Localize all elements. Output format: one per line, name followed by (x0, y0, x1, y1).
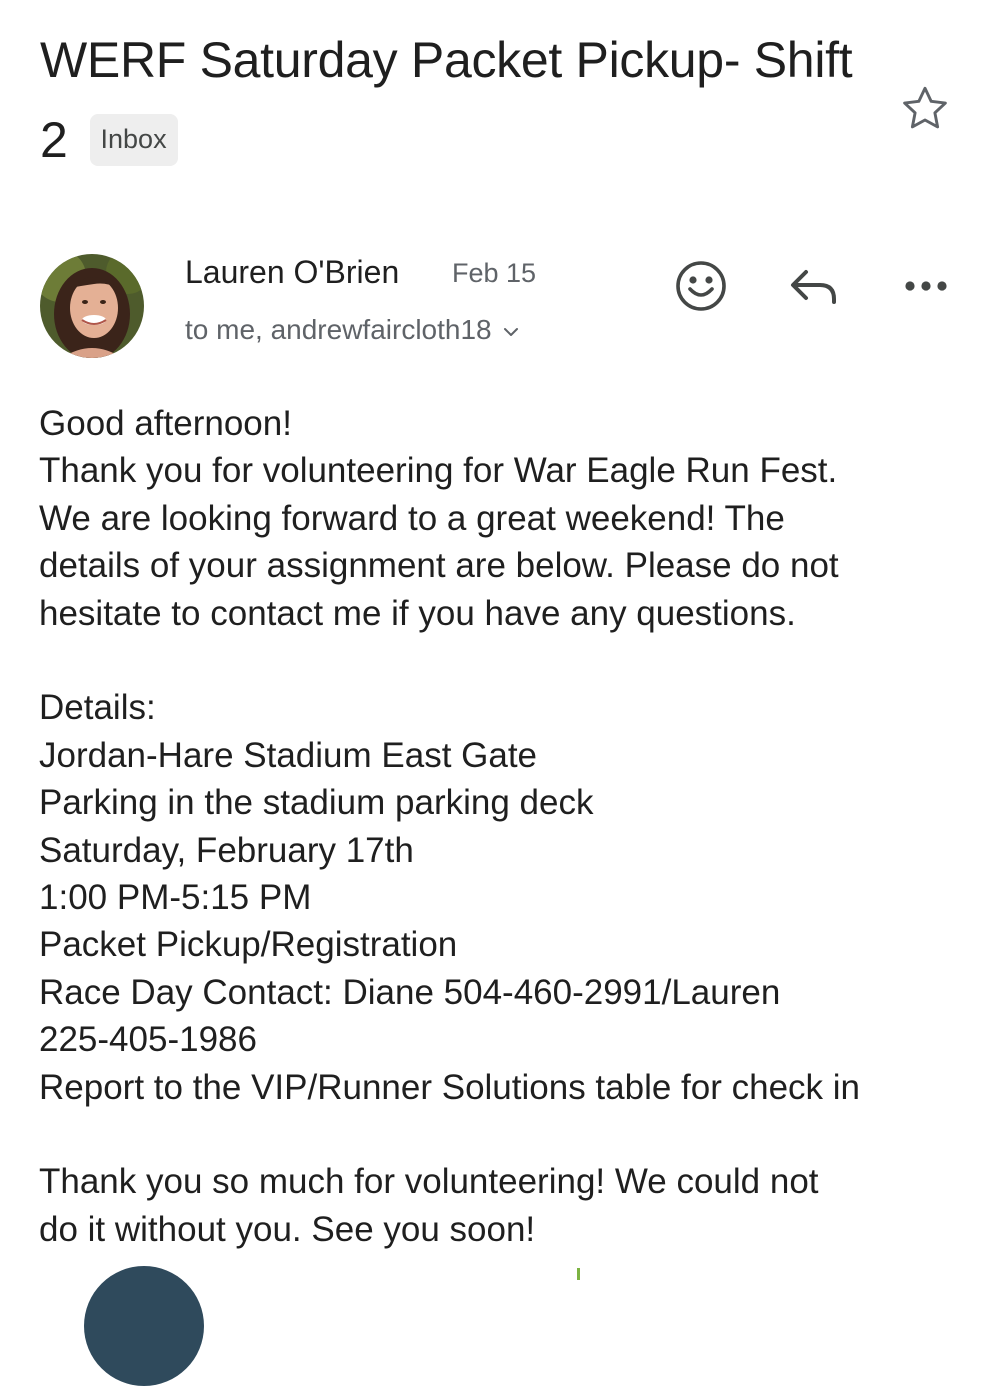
closing-line: Thank you so much for volunteering! We could not (39, 1162, 819, 1202)
details-line: Saturday, February 17th (39, 830, 414, 870)
recipients-toggle[interactable] (185, 312, 520, 348)
signature-divider-partial (577, 1268, 580, 1280)
details-line: Jordan-Hare Stadium East Gate (39, 735, 538, 775)
sent-date: Feb 15 (452, 258, 537, 288)
emoji-reaction-icon[interactable] (674, 259, 728, 313)
more-horizontal-icon[interactable] (904, 279, 948, 293)
details-line: 225-405-1986 (39, 1020, 257, 1060)
star-icon[interactable] (898, 82, 952, 136)
chevron-down-icon (502, 326, 520, 338)
sender-avatar-photo (40, 254, 144, 358)
sender-avatar[interactable] (40, 254, 144, 358)
greeting-line: Good afternoon! (39, 404, 292, 443)
reply-icon[interactable] (788, 264, 842, 308)
email-subject (40, 20, 860, 180)
details-line: Race Day Contact: Diane 504-460-2991/Lauren (39, 972, 781, 1012)
details-line: Parking in the stadium parking deck (39, 783, 594, 823)
sender-name[interactable]: Lauren O'Brien (185, 254, 400, 290)
body-line: Thank you for volunteering for War Eagle Run Fest. (39, 451, 838, 491)
subject-text: WERF Saturday Packet Pickup- Shift 2 (40, 32, 853, 168)
closing-line: do it without you. See you soon! (39, 1209, 536, 1249)
details-line: Report to the VIP/Runner Solutions table for check in (39, 1067, 861, 1107)
paragraph-gap (39, 637, 969, 684)
email-body (39, 400, 969, 1253)
signature-image-partial (84, 1266, 204, 1386)
details-line: 1:00 PM-5:15 PM (39, 878, 312, 918)
body-line: hesitate to contact me if you have any questions. (39, 593, 796, 633)
paragraph-gap (39, 1111, 969, 1158)
recipients-text: to me, andrewfaircloth18 (185, 314, 492, 345)
body-line: details of your assignment are below. Please do not (39, 546, 839, 586)
details-heading: Details: (39, 688, 156, 728)
body-line: We are looking forward to a great weekend! The (39, 498, 785, 538)
inbox-label-badge[interactable]: Inbox (90, 114, 178, 166)
details-line: Packet Pickup/Registration (39, 925, 458, 965)
